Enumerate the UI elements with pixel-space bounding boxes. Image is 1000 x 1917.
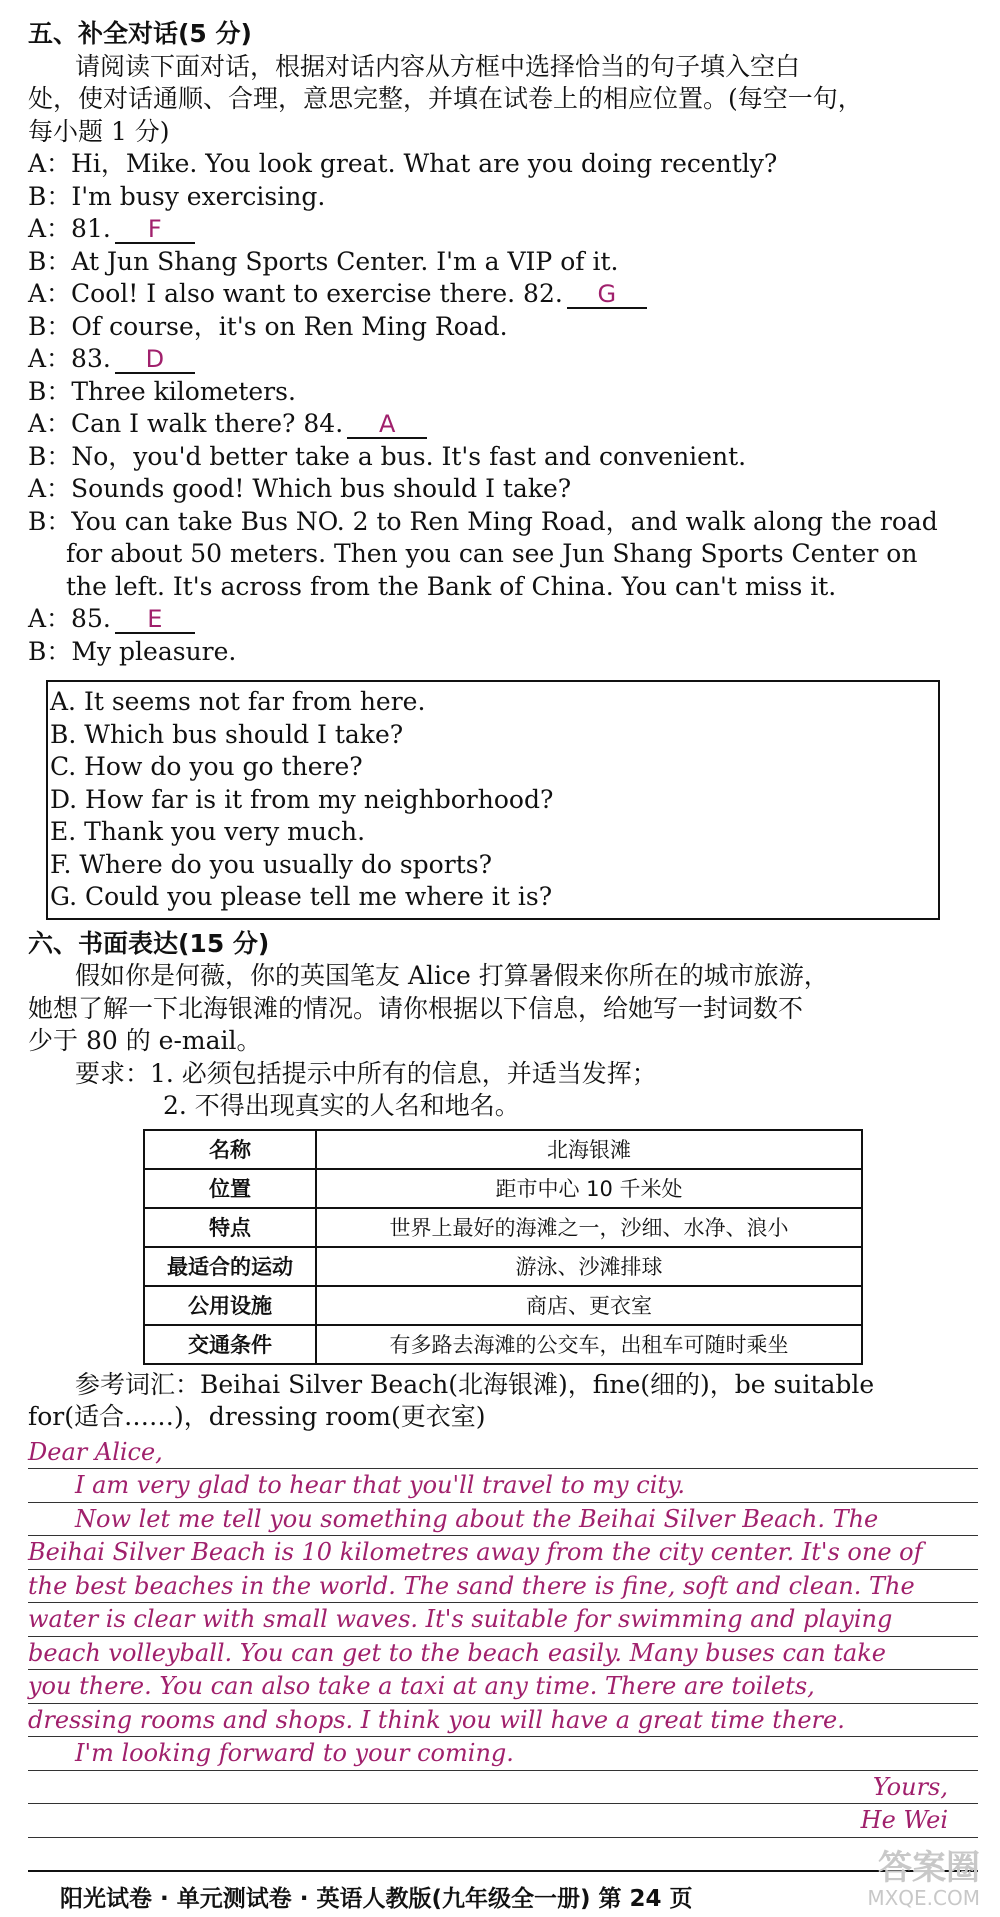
dialogue-line: B：No，you'd better take a bus. It's fast and convenient. — [28, 441, 747, 471]
table-value: 世界上最好的海滩之一，沙细、水净、浪小 — [316, 1208, 862, 1247]
answer-82: G — [567, 281, 647, 309]
table-row — [144, 1169, 862, 1208]
essay-line: Beihai Silver Beach is 10 kilometres away from the city center. It's one of — [28, 1536, 978, 1570]
dialogue-line: B：You can take Bus NO. 2 to Ren Ming Road，and walk along the road — [28, 506, 938, 536]
options-box — [46, 680, 940, 920]
table-row — [144, 1286, 862, 1325]
table-value: 游泳、沙滩排球 — [316, 1247, 862, 1286]
question-84-label: A：Can I walk there? 84. — [28, 409, 344, 438]
option-item: B. Which bus should I take? — [50, 719, 404, 749]
dialogue-line: B：I'm busy exercising. — [28, 181, 326, 211]
dialogue-line-85 — [28, 603, 978, 636]
essay-line: Now let me tell you something about the Beihai Silver Beach. The — [28, 1503, 978, 1537]
dialogue-line: B：Three kilometers. — [28, 376, 296, 406]
table-key: 交通条件 — [144, 1325, 316, 1364]
table-row — [144, 1130, 862, 1169]
question-82-label: A：Cool! I also want to exercise there. 82. — [28, 279, 563, 308]
dialogue-line: B：My pleasure. — [28, 636, 237, 666]
section5-title: 五、补全对话(5 分) — [28, 19, 252, 48]
option-item: A. It seems not far from here. — [50, 687, 426, 716]
dialogue-line: B：At Jun Shang Sports Center. I'm a VIP of it. — [28, 246, 619, 276]
essay-line: Dear Alice, — [28, 1436, 978, 1470]
essay-signature: He Wei — [28, 1804, 978, 1838]
watermark-url: MXQE.COM — [867, 1886, 980, 1910]
essay-line: water is clear with small waves. It's suitable for swimming and playing — [28, 1603, 978, 1637]
dialogue-line: A：Sounds good! Which bus should I take? — [28, 474, 572, 503]
info-table — [143, 1129, 863, 1365]
essay-line: dressing rooms and shops. I think you will have a great time there. — [28, 1704, 978, 1738]
vocab-hint-cont: for(适合……)，dressing room(更衣室) — [28, 1402, 486, 1431]
table-row — [144, 1208, 862, 1247]
page-footer: 阳光试卷 · 单元测试卷 · 英语人教版(九年级全一册) 第 24 页 — [60, 1886, 693, 1912]
dialogue-line-81 — [28, 213, 978, 246]
question-85-label: A：85. — [28, 604, 111, 633]
table-value: 有多路去海滩的公交车，出租车可随时乘坐 — [316, 1325, 862, 1364]
answer-81: F — [115, 216, 195, 244]
option-item: D. How far is it from my neighborhood? — [50, 784, 554, 814]
table-key: 特点 — [144, 1208, 316, 1247]
dialogue-line-84 — [28, 408, 978, 441]
question-83-label: A：83. — [28, 344, 111, 373]
dialogue-line-82 — [28, 278, 978, 311]
section6-prompt-cont: 她想了解一下北海银滩的情况。请你根据以下信息，给她写一封词数不 — [28, 993, 804, 1023]
table-key: 位置 — [144, 1169, 316, 1208]
answer-85: E — [115, 606, 195, 634]
requirement-2: 2. 不得出现真实的人名和地名。 — [163, 1091, 520, 1120]
table-key: 公用设施 — [144, 1286, 316, 1325]
dialogue-line-83 — [28, 343, 978, 376]
essay-closing: Yours, — [28, 1771, 978, 1805]
dialogue-line-cont: the left. It's across from the Bank of China. You can't miss it. — [66, 571, 837, 601]
table-value: 北海银滩 — [316, 1130, 862, 1169]
section6-title: 六、书面表达(15 分) — [28, 928, 270, 958]
table-row — [144, 1325, 862, 1364]
option-item: G. Could you please tell me where it is? — [50, 882, 553, 911]
section6-prompt: 假如你是何薇，你的英国笔友 Alice 打算暑假来你所在的城市旅游， — [75, 961, 829, 990]
dialogue-line: A：Hi，Mike. You look great. What are you doing recently? — [28, 149, 778, 178]
vocab-hint: 参考词汇：Beihai Silver Beach(北海银滩)，fine(细的)，be suitable — [75, 1369, 875, 1399]
answer-83: D — [115, 346, 195, 374]
table-value: 距市中心 10 千米处 — [316, 1169, 862, 1208]
exam-page — [28, 18, 978, 1838]
watermark-logo: 答案圈 — [878, 1848, 980, 1888]
dialogue-line-cont: for about 50 meters. Then you can see Jun Shang Sports Center on — [66, 539, 918, 568]
requirement-1: 要求：1. 必须包括提示中所有的信息，并适当发挥； — [75, 1058, 657, 1088]
essay-line: I'm looking forward to your coming. — [28, 1737, 978, 1771]
answer-84: A — [347, 411, 427, 439]
essay-line: beach volleyball. You can get to the beach easily. Many buses can take — [28, 1637, 978, 1671]
question-81-label: A：81. — [28, 214, 111, 243]
section5-instruction: 请阅读下面对话，根据对话内容从方框中选择恰当的句子填入空白 — [75, 51, 801, 81]
essay-line: the best beaches in the world. The sand there is fine, soft and clean. The — [28, 1570, 978, 1604]
table-row — [144, 1247, 862, 1286]
section5-instruction-cont: 处，使对话通顺、合理，意思完整，并填在试卷上的相应位置。(每空一句， — [28, 84, 863, 113]
essay-line: I am very glad to hear that you'll travel to my city. — [28, 1469, 978, 1503]
dialogue-line: B：Of course，it's on Ren Ming Road. — [28, 311, 508, 341]
table-value: 商店、更衣室 — [316, 1286, 862, 1325]
table-key: 名称 — [144, 1130, 316, 1169]
section6-prompt-end: 少于 80 的 e-mail。 — [28, 1026, 262, 1055]
section5-instruction-end: 每小题 1 分) — [28, 116, 170, 146]
option-item: C. How do you go there? — [50, 752, 363, 781]
essay-answer — [28, 1436, 978, 1838]
essay-line: you there. You can also take a taxi at any time. There are toilets, — [28, 1670, 978, 1704]
option-item: F. Where do you usually do sports? — [50, 849, 492, 879]
table-key: 最适合的运动 — [144, 1247, 316, 1286]
option-item: E. Thank you very much. — [50, 817, 366, 846]
watermark — [830, 1850, 980, 1910]
